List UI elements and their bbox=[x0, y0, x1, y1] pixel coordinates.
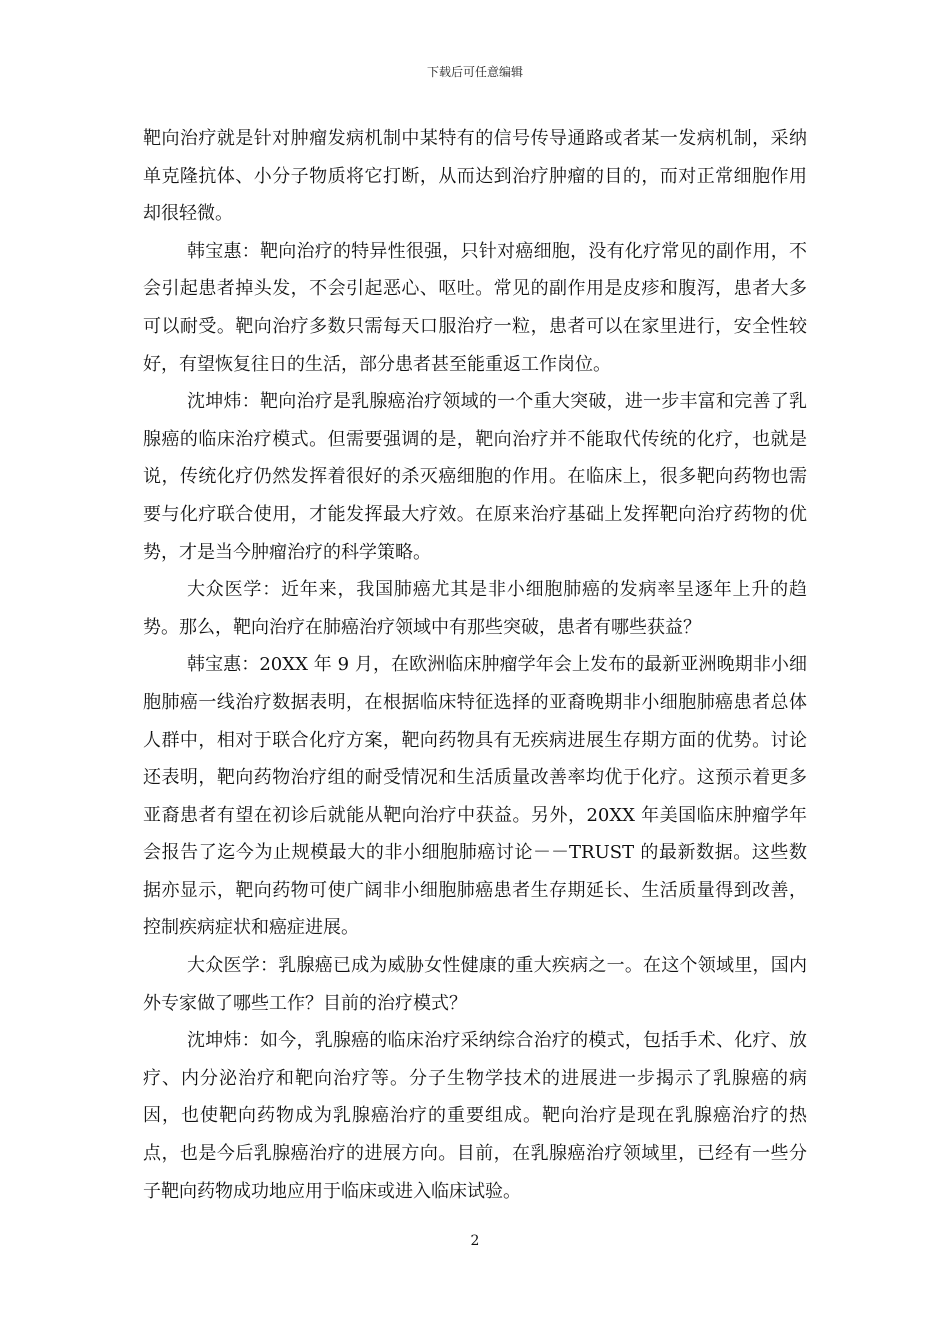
paragraph-intro: 靶向治疗就是针对肿瘤发病机制中某特有的信号传导通路或者某一发病机制，采纳单克隆抗体、小分子物质将它打断，从而达到治疗肿瘤的目的，而对正常细胞作用却很轻微。 bbox=[143, 128, 807, 225]
page-number: 2 bbox=[470, 1233, 480, 1249]
paragraph-question-breast-cancer: 大众医学：乳腺癌已成为威胁女性健康的重大疾病之一。在这个领域里，国内外专家做了哪些工作？目前的治疗模式？ bbox=[143, 955, 807, 1014]
page-header: 下载后可任意编辑 bbox=[426, 65, 523, 79]
paragraph-han-answer-1: 韩宝惠：靶向治疗的特异性很强，只针对癌细胞，没有化疗常见的副作用，不会引起患者掉头发，不会引起恶心、呕吐。常见的副作用是皮疹和腹泻，患者大多可以耐受。靶向治疗多数只需每天口服治疗一粒，患者可以在家里进行，安全性较好，有望恢复往日的生活，部分患者甚至能重返工作岗位。 bbox=[143, 240, 807, 375]
paragraph-shen-answer-2: 沈坤炜：如今，乳腺癌的临床治疗采纳综合治疗的模式，包括手术、化疗、放疗、内分泌治疗和靶向治疗等。分子生物学技术的进展进一步揭示了乳腺癌的病因，也使靶向药物成为乳腺癌治疗的重要组成。靶向治疗是现在乳腺癌治疗的热点，也是今后乳腺癌治疗的进展方向。目前，在乳腺癌治疗领域里，已经有一些分子靶向药物成功地应用于临床或进入临床试验。 bbox=[143, 1030, 807, 1202]
paragraph-question-lung-cancer: 大众医学：近年来，我国肺癌尤其是非小细胞肺癌的发病率呈逐年上升的趋势。那么，靶向治疗在肺癌治疗领域中有那些突破，患者有哪些获益？ bbox=[143, 579, 807, 638]
paragraph-shen-answer-1: 沈坤炜：靶向治疗是乳腺癌治疗领域的一个重大突破，进一步丰富和完善了乳腺癌的临床治疗模式。但需要强调的是，靶向治疗并不能取代传统的化疗，也就是说，传统化疗仍然发挥着很好的杀灭癌细胞的作用。在临床上，很多靶向药物也需要与化疗联合使用，才能发挥最大疗效。在原来治疗基础上发挥靶向治疗药物的优势，才是当今肿瘤治疗的科学策略。 bbox=[143, 391, 807, 563]
document-body bbox=[143, 120, 807, 1210]
paragraph-han-answer-2: 韩宝惠：20XX 年 9 月，在欧洲临床肿瘤学年会上发布的最新亚洲晚期非小细胞肺癌一线治疗数据表明，在根据临床特征选择的亚裔晚期非小细胞肺癌患者总体人群中，相对于联合化疗方案，靶向药物具有无疾病进展生存期方面的优势。讨论还表明，靶向药物治疗组的耐受情况和生活质量改善率均优于化疗。这预示着更多亚裔患者有望在初诊后就能从靶向治疗中获益。另外，20XX 年美国临床肿瘤学年会报告了迄今为止规模最大的非小细胞肺癌讨论－－TRUST 的最新数据。这些数据亦显示，靶向药物可使广阔非小细胞肺癌患者生存期延长、生活质量得到改善，控制疾病症状和癌症进展。 bbox=[143, 654, 807, 939]
